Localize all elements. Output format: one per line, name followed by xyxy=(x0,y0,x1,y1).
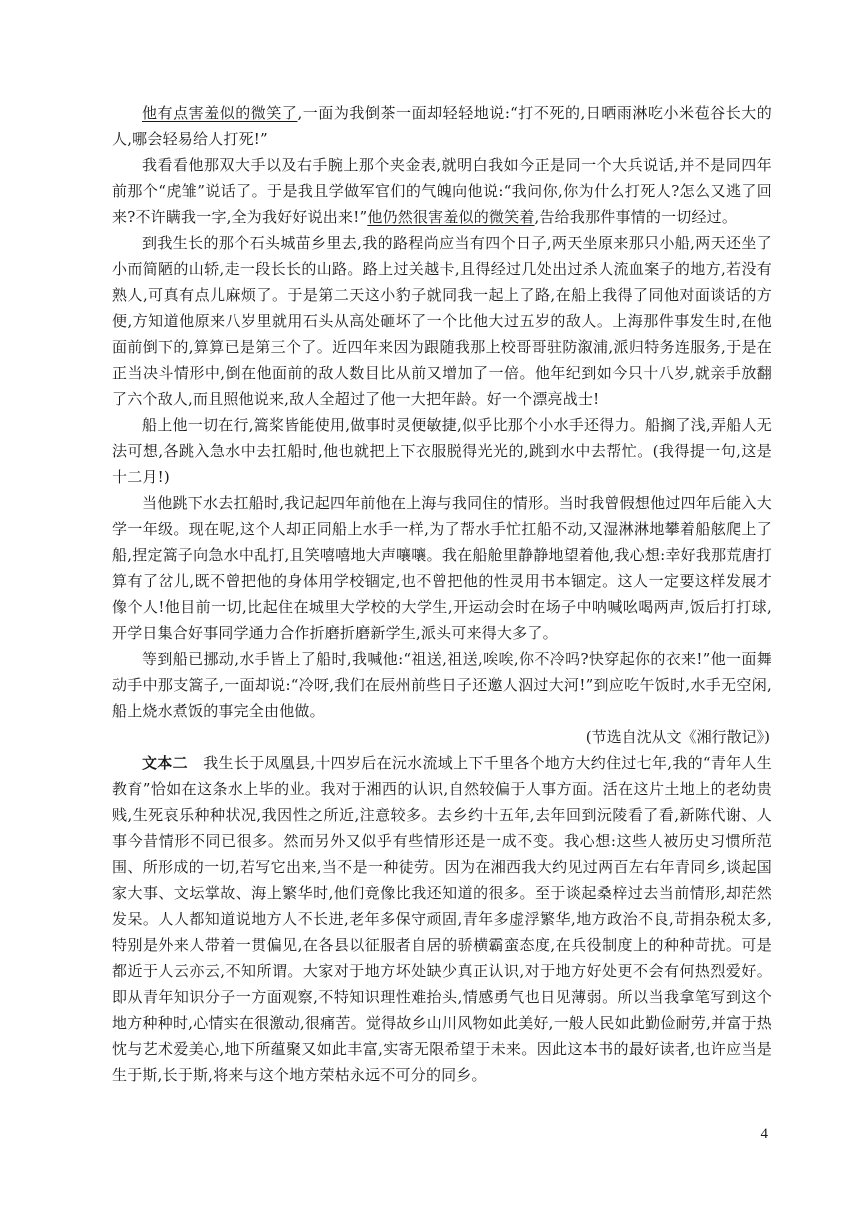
paragraph-4: 船上他一切在行,篙桨皆能使用,做事时灵便敏捷,似乎比那个小水手还得力。船搁了浅,弄船人无法可想,各跳入急水中去扛船时,他也就把上下衣服脱得光光的,跳到水中去帮忙。(我得提一句,这是十二月!) xyxy=(112,416,772,486)
paragraph-2-text-after: ,告给我那件事情的一切经过。 xyxy=(534,208,738,226)
page-number: 4 xyxy=(760,1126,768,1142)
paragraph-2 xyxy=(112,152,772,230)
text2-body: 我生长于凤凰县,十四岁后在沅水流域上下千里各个地方大约住过七年,我的“青年人生教育”恰如在这条水上毕的业。我对于湘西的认识,自然较偏于人事方面。活在这片土地上的老幼贵贱,生死哀乐种种状况,我因性之所近,注意较多。去乡约十五年,去年回到沅陵看了看,新陈代谢、人事今昔情形不同已很多。然而另外又似乎有些情形还是一成不变。我心想:这些人被历史习惯所范围、所形成的一切,若写它出来,当不是一种徒劳。因为在湘西我大约见过两百左右年青同乡,谈起国家大事、文坛掌故、海上繁华时,他们竟像比我还知道的很多。至于谈起桑梓过去当前情形,却茫然发呆。人人都知道说地方人不长进,老年多保守顽固,青年多虚浮繁华,地方政治不良,苛捐杂税太多,特别是外来人带着一贯偏见,在各县以征服者自居的骄横霸蛮态度,在兵役制度上的种种苛扰。可是都近于人云亦云,不知所谓。大家对于地方坏处缺少真正认识,对于地方好处更不会有何热烈爱好。即从青年知识分子一方面观察,不特知识理性难抬头,情感勇气也日见薄弱。所以当我拿笔写到这个地方种种时,心情实在很激动,很痛苦。觉得故乡山川风物如此美好,一般人民如此勤俭耐劳,并富于热忱与艺术爱美心,地下所蕴聚又如此丰富,实寄无限希望于未来。因此这本书的最好读者,也许应当是生于斯,长于斯,将来与这个地方荣枯永远不可分的同乡。 xyxy=(112,754,773,1084)
paragraph-5: 当他跳下水去扛船时,我记起四年前他在上海与我同住的情形。当时我曾假想他过四年后能入大学一年级。现在呢,这个人却正同船上水手一样,为了帮水手忙扛船不动,又湿淋淋地攀着船舷爬上了船,捏定篙子向急水中乱打,且笑嘻嘻地大声嚷嚷。我在船舱里静静地望着他,我心想:幸好我那荒唐打算有了岔儿,既不曾把他的身体用学校锢定,也不曾把他的性灵用书本锢定。这人一定要这样发展才像个人!他目前一切,比起住在城里大学校的大学生,开运动会时在场子中呐喊吆喝两声,饭后打打球,开学日集合好事同学通力合作折磨折磨新学生,派头可来得大多了。 xyxy=(112,494,772,642)
document-page xyxy=(112,100,772,1088)
paragraph-1 xyxy=(112,100,772,152)
paragraph-2-text-before: 我看看他那双大手以及右手腕上那个夹金表,就明白我如今正是同一个大兵说话,并不是同四年前那个“虎雏”说话了。于是我且学做军官们的气魄向他说:“我问你,你为什么打死人?怎么又逃了回来?不许瞒我一字,全为我好好说出来!” xyxy=(112,156,772,226)
paragraph-1-text: ,一面为我倒茶一面却轻轻地说:“打不死的,日晒雨淋吃小米苞谷长大的人,哪会轻易给人打死!” xyxy=(112,104,772,148)
text2-label: 文本二 xyxy=(142,754,188,772)
underlined-phrase-2: 他仍然很害羞似的微笑着 xyxy=(367,208,535,226)
text2-paragraph xyxy=(112,750,772,1088)
underlined-phrase-1: 他有点害羞似的微笑了 xyxy=(142,104,298,122)
source-citation: (节选自沈从文《湘行散记》) xyxy=(585,728,770,746)
paragraph-6: 等到船已挪动,水手皆上了船时,我喊他:“祖送,祖送,唉唉,你不冷吗?快穿起你的衣来!”他一面舞动手中那支篙子,一面却说:“冷呀,我们在辰州前些日子还邀人泅过大河!”到应吃午饭时,水手无空闲,船上烧水煮饭的事完全由他做。 xyxy=(112,650,772,720)
paragraph-3: 到我生长的那个石头城苗乡里去,我的路程尚应当有四个日子,两天坐原来那只小船,两天还坐了小而简陋的山轿,走一段长长的山路。路上过关越卡,且得经过几处出过杀人流血案子的地方,若没有熟人,可真有点儿麻烦了。于是第二天这小豹子就同我一起上了路,在船上我得了同他对面谈话的方便,方知道他原来八岁里就用石头从高处砸坏了一个比他大过五岁的敌人。上海那件事发生时,在他面前倒下的,算算已是第三个了。近四年来因为跟随我那上校哥哥驻防溆浦,派归特务连服务,于是在正当决斗情形中,倒在他面前的敌人数目比从前又增加了一倍。他年纪到如今只十八岁,就亲手放翻了六个敌人,而且照他说来,敌人全超过了他一大把年龄。好一个漂亮战士! xyxy=(112,234,772,408)
